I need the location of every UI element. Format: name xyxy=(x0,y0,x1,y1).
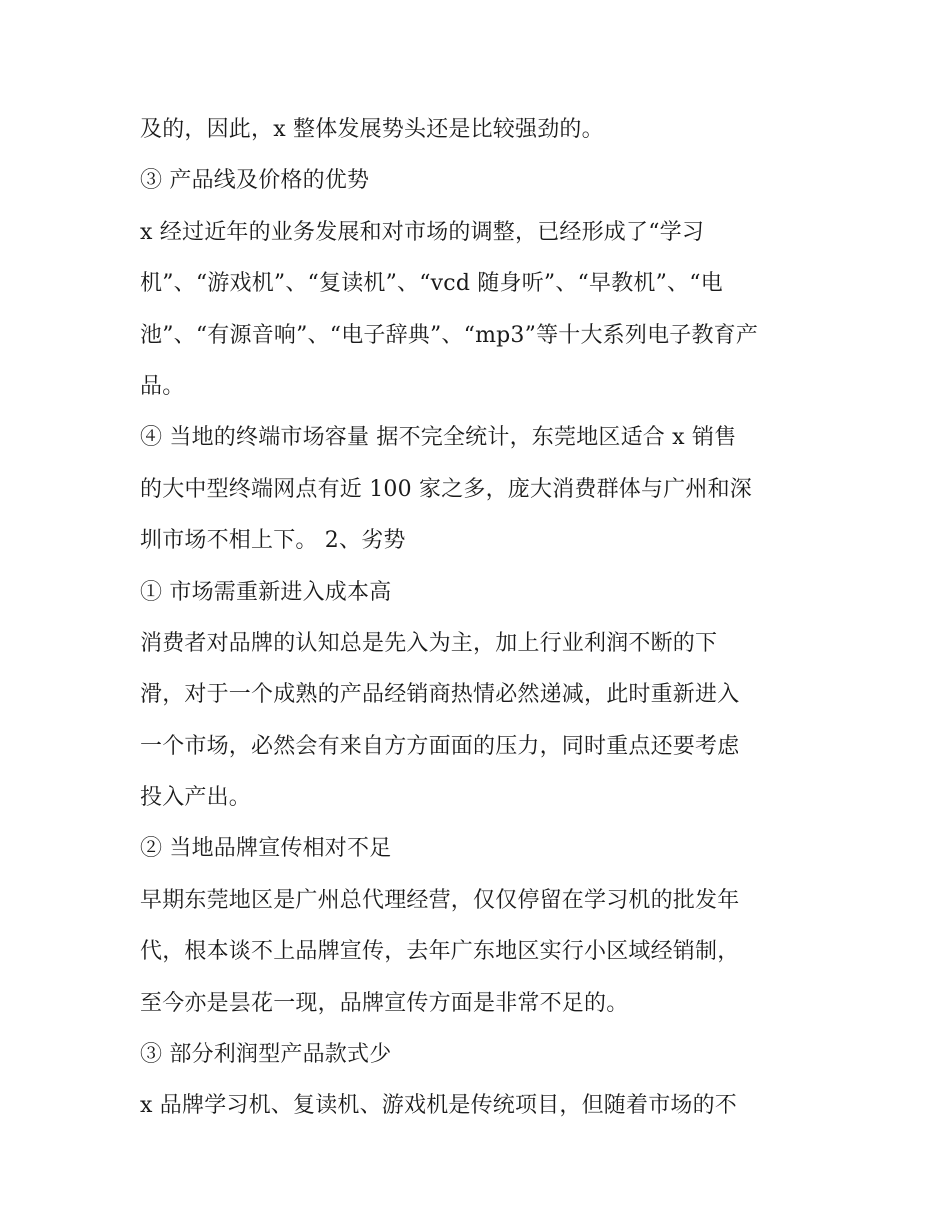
section-heading: ② 当地品牌宣传相对不足 xyxy=(140,836,392,862)
section-heading: ④ 当地的终端市场容量 据不完全统计，东莞地区适合 x 销售 xyxy=(140,425,737,451)
text-line: 滑，对于一个成熟的产品经销商热情必然递减，此时重新进入 xyxy=(140,682,740,708)
section-heading: ③ 部分利润型产品款式少 xyxy=(140,1042,392,1068)
text-line: 的大中型终端网点有近 100 家之多，庞大消费群体与广州和深 xyxy=(140,476,752,502)
text-line: x 经过近年的业务发展和对市场的调整，已经形成了“学习 xyxy=(140,219,705,245)
text-line: 早期东莞地区是广州总代理经营，仅仅停留在学习机的批发年 xyxy=(140,887,740,913)
text-line: 机”、“游戏机”、“复读机”、“vcd 随身听”、“早教机”、“电 xyxy=(140,271,723,297)
section-heading: ③ 产品线及价格的优势 xyxy=(140,168,370,194)
text-line: x 品牌学习机、复读机、游戏机是传统项目，但随着市场的不 xyxy=(140,1093,738,1119)
text-line: 投入产出。 xyxy=(140,785,252,811)
text-line: 池”、“有源音响”、“电子辞典”、“mp3”等十大系列电子教育产 xyxy=(140,322,759,348)
text-line: 及的，因此，x 整体发展势头还是比较强劲的。 xyxy=(140,117,604,142)
text-line: 消费者对品牌的认知总是先入为主，加上行业利润不断的下 xyxy=(140,630,718,656)
text-line: 一个市场，必然会有来自方方面面的压力，同时重点还要考虑 xyxy=(140,733,740,759)
section-heading: ① 市场需重新进入成本高 xyxy=(140,579,392,605)
document-body xyxy=(140,104,820,1132)
text-line: 代，根本谈不上品牌宣传，去年广东地区实行小区域经销制， xyxy=(140,939,740,965)
text-line: 圳市场不相上下。 2、劣势 xyxy=(140,528,406,554)
text-line: 品。 xyxy=(140,373,185,399)
text-line: 至今亦是昙花一现，品牌宣传方面是非常不足的。 xyxy=(140,990,629,1016)
